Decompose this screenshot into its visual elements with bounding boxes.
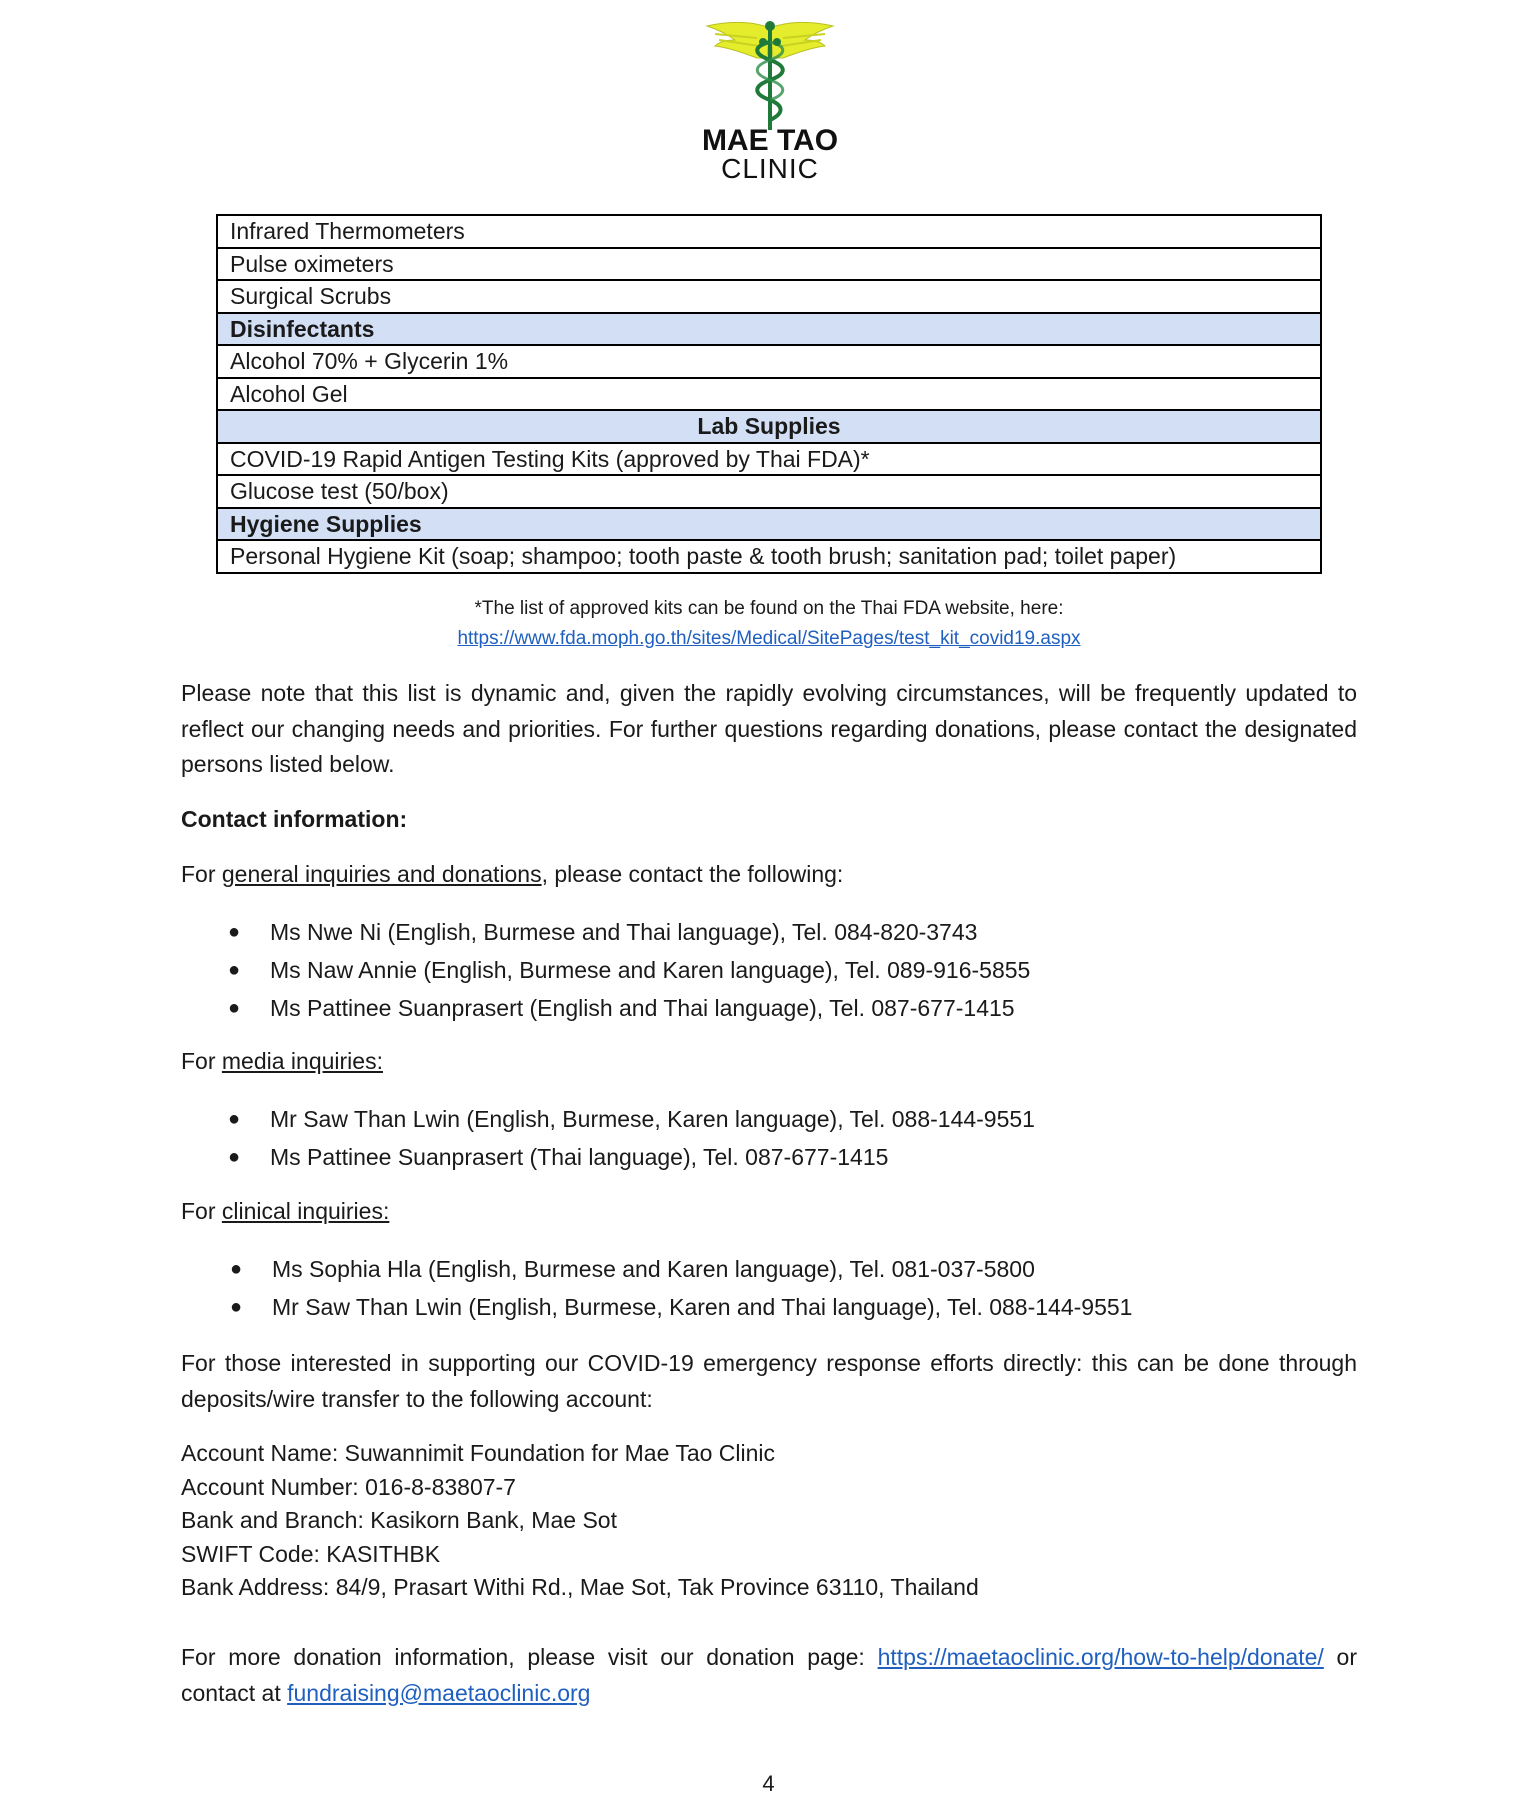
supply-section-row: [217, 313, 1321, 346]
bullet-icon: ●: [228, 921, 241, 943]
bullet-icon: ●: [230, 1296, 243, 1318]
contact-list-item: [228, 989, 1030, 1027]
supply-section-heading: Disinfectants: [217, 313, 1321, 346]
bank-branch: Bank and Branch: Kasikorn Bank, Mae Sot: [181, 1507, 617, 1533]
supply-item: Alcohol 70% + Glycerin 1%: [217, 345, 1321, 378]
logo-text-line1: MAE TAO: [701, 124, 839, 157]
supply-row: [217, 378, 1321, 411]
contact-text: Ms Nwe Ni (English, Burmese and Thai language), Tel. 084-820-3743: [270, 919, 978, 945]
media-inquiries-intro: [181, 1044, 1357, 1080]
supply-section-row: [217, 508, 1321, 541]
bank-address: Bank Address: 84/9, Prasart Withi Rd., Mae Sot, Tak Province 63110, Thailand: [181, 1574, 979, 1600]
contact-text: Ms Pattinee Suanprasert (English and Thai language), Tel. 087-677-1415: [270, 995, 1015, 1021]
supply-item: Pulse oximeters: [217, 248, 1321, 281]
media-underlined: media inquiries:: [221, 1048, 383, 1074]
donation-middle: or contact at: [181, 1644, 1358, 1706]
bullet-icon: ●: [228, 1108, 241, 1130]
supply-row: [217, 215, 1321, 248]
bullet-icon: ●: [230, 1258, 243, 1280]
supply-item: Alcohol Gel: [217, 378, 1321, 411]
contact-list-item: [230, 1250, 1132, 1288]
supply-item: Personal Hygiene Kit (soap; shampoo; tooth paste & tooth brush; sanitation pad; toilet paper): [217, 540, 1321, 573]
footnote-link-line: [216, 628, 1322, 650]
footnote-text: *The list of approved kits can be found on the Thai FDA website, here:: [474, 598, 1064, 619]
clinical-contacts-list: [230, 1250, 1132, 1326]
supply-item: Surgical Scrubs: [217, 280, 1321, 313]
contact-text: Mr Saw Than Lwin (English, Burmese, Karen and Thai language), Tel. 088-144-9551: [272, 1294, 1133, 1320]
note-paragraph: Please note that this list is dynamic and, given the rapidly evolving circumstances, will be frequently updated to reflect our changing needs and priorities. For further questions regarding donations, please contact the designated persons listed below.: [181, 680, 1357, 777]
supply-section-heading: Hygiene Supplies: [217, 508, 1321, 541]
page-number: 4: [762, 1771, 775, 1796]
supply-row: [217, 540, 1321, 573]
donation-prefix: For more donation information, please visit our donation page:: [181, 1644, 878, 1670]
caduceus-icon: [705, 18, 835, 130]
contact-list-item: [228, 1138, 1035, 1176]
bank-details: [181, 1437, 979, 1605]
general-inquiries-intro: [181, 857, 1357, 893]
bank-swift: SWIFT Code: KASITHBK: [181, 1540, 441, 1567]
clinical-inquiries-intro: [181, 1194, 1357, 1230]
supply-row: [217, 345, 1321, 378]
contact-text: Mr Saw Than Lwin (English, Burmese, Karen language), Tel. 088-144-9551: [270, 1106, 1035, 1132]
bank-account-number: Account Number: 016-8-83807-7: [181, 1473, 516, 1500]
clinical-prefix: For: [181, 1198, 222, 1224]
supply-row: [217, 248, 1321, 281]
logo-text-line2: CLINIC: [721, 153, 819, 184]
donate-page-link[interactable]: https://maetaoclinic.org/how-to-help/donate/: [877, 1644, 1324, 1670]
contact-list-item: [230, 1288, 1132, 1326]
contact-list-item: [228, 913, 1030, 951]
contact-text: Ms Sophia Hla (English, Burmese and Karen language), Tel. 081-037-5800: [272, 1256, 1035, 1282]
bullet-icon: ●: [228, 959, 241, 981]
media-prefix: For: [181, 1048, 222, 1074]
contact-text: Ms Naw Annie (English, Burmese and Karen language), Tel. 089-916-5855: [270, 957, 1031, 983]
fundraising-email-link[interactable]: fundraising@maetaoclinic.org: [287, 1679, 591, 1706]
bank-account-name: Account Name: Suwannimit Foundation for Mae Tao Clinic: [181, 1440, 776, 1466]
supply-row: [217, 475, 1321, 508]
donation-paragraph: [181, 1640, 1357, 1711]
supply-item: Glucose test (50/box): [217, 475, 1321, 508]
clinical-underlined: clinical inquiries:: [221, 1198, 390, 1224]
supply-section-row: [217, 410, 1321, 443]
supplies-table: [216, 214, 1322, 574]
contact-heading: Contact information:: [181, 806, 408, 832]
general-suffix: , please contact the following:: [541, 861, 844, 887]
supply-row: [217, 443, 1321, 476]
supply-item: COVID-19 Rapid Antigen Testing Kits (approved by Thai FDA)*: [217, 443, 1321, 476]
mae-tao-clinic-logo: [700, 18, 840, 183]
contact-list-item: [228, 1100, 1035, 1138]
contact-list-item: [228, 951, 1030, 989]
general-contacts-list: [228, 913, 1030, 1027]
fda-link[interactable]: https://www.fda.moph.go.th/sites/Medical/SitePages/test_kit_covid19.aspx: [457, 628, 1081, 649]
support-paragraph: For those interested in supporting our COVID-19 emergency response efforts directly: this can be done through deposits/wire transfer to the following account:: [181, 1350, 1357, 1412]
contact-text: Ms Pattinee Suanprasert (Thai language), Tel. 087-677-1415: [270, 1144, 889, 1170]
media-contacts-list: [228, 1100, 1035, 1176]
bullet-icon: ●: [228, 1146, 241, 1168]
supply-item: Infrared Thermometers: [217, 215, 1321, 248]
bullet-icon: ●: [228, 997, 241, 1019]
general-underlined: general inquiries and donations: [221, 861, 542, 887]
general-prefix: For: [181, 861, 222, 887]
supply-section-heading: Lab Supplies: [217, 410, 1321, 443]
supply-row: [217, 280, 1321, 313]
